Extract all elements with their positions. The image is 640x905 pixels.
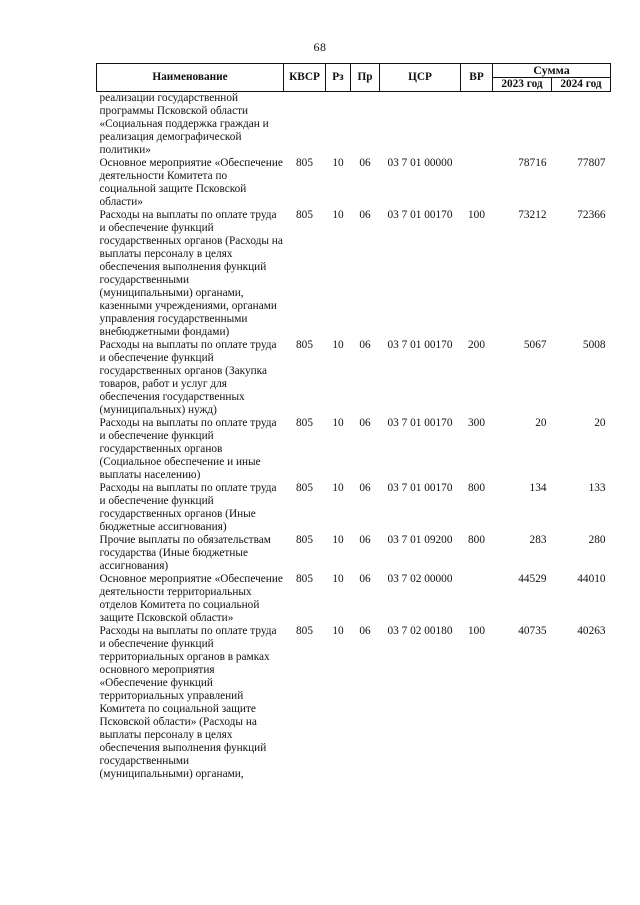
cell-rz: 10 [332,209,344,221]
table-row [97,625,611,781]
cell-kvsr: 805 [296,625,313,637]
cell-csr: 03 7 01 00170 [387,339,453,351]
table-row [97,573,611,625]
cell-vr [461,573,493,625]
cell-sum-2023: 40735 [518,625,547,637]
cell-pr: 06 [359,534,371,546]
cell-rz: 10 [332,157,344,169]
cell-pr: 06 [359,625,371,637]
cell-sum-2024: 44010 [577,573,606,585]
cell-vr: 800 [468,482,485,494]
cell-sum-2023: 20 [535,417,547,429]
cell-sum-2023: 44529 [518,573,547,585]
cell-name: Расходы на выплаты по оплате труда и обеспечение функций государственных органов (Иные бюджетные ассигнования) [99,482,277,533]
cell-csr: 03 7 02 00000 [387,573,453,585]
cell-csr: 03 7 01 00170 [387,482,453,494]
budget-table [96,63,611,781]
cell-name: Основное мероприятие «Обеспечение деятельности территориальных отделов Комитета по социальной защите Псковской области» [99,573,283,624]
table-row [97,209,611,339]
cell-sum-2023 [493,92,552,158]
cell-name: реализации государственной программы Псковской области «Социальная поддержка граждан и реализация демографической политики» [99,92,269,156]
cell-pr: 06 [359,209,371,221]
page-number: 68 [313,40,327,54]
cell-kvsr: 805 [296,534,313,546]
header-vr: ВР [461,64,493,92]
cell-sum-2023: 134 [529,482,547,494]
cell-kvsr: 805 [296,482,313,494]
cell-pr: 06 [359,482,371,494]
table-row [97,482,611,534]
cell-name: Расходы на выплаты по оплате труда и обеспечение функций территориальных органов в рамках основного мероприятия «Обеспечение функций территориальных управлений Комитета по социальной защите Псковской области» (Расходы на выплаты персоналу в целях обеспечения выполнения функций государственными (муниципальными) органами, [99,625,277,780]
table-row [97,417,611,482]
cell-rz [326,92,351,158]
cell-sum-2024: 72366 [577,209,606,221]
cell-sum-2023: 283 [529,534,547,546]
cell-vr: 800 [468,534,485,546]
cell-sum-2024: 77807 [577,157,606,169]
cell-sum-2023: 73212 [518,209,547,221]
cell-pr [351,92,380,158]
header-name: Наименование [97,64,284,92]
header-sum: Сумма [493,64,611,78]
cell-name: Расходы на выплаты по оплате труда и обеспечение функций государственных органов (Закупка товаров, работ и услуг для обеспечения государственных (муниципальных) нужд) [99,339,277,416]
cell-sum-2024: 40263 [577,625,606,637]
cell-rz: 10 [332,482,344,494]
cell-name: Расходы на выплаты по оплате труда и обеспечение функций государственных органов (Расходы на выплаты персоналу в целях обеспечения выполнения функций государственными (муниципальными) органами, казенными учреждениями, органами управления государственными внебюджетными фондами) [99,209,283,338]
cell-sum-2023: 78716 [518,157,547,169]
header-kvsr: КВСР [284,64,326,92]
cell-csr: 03 7 01 00170 [387,417,453,429]
cell-vr: 100 [468,209,485,221]
cell-sum-2024: 20 [594,417,606,429]
cell-kvsr: 805 [296,417,313,429]
table-row [97,534,611,573]
cell-pr: 06 [359,573,371,585]
header-year-2024: 2024 год [552,78,611,92]
cell-rz: 10 [332,339,344,351]
cell-sum-2024: 280 [588,534,606,546]
cell-rz: 10 [332,573,344,585]
cell-pr: 06 [359,339,371,351]
table-row [97,339,611,417]
cell-sum-2024: 5008 [582,339,606,351]
cell-csr: 03 7 01 00170 [387,209,453,221]
cell-kvsr: 805 [296,339,313,351]
cell-kvsr: 805 [296,209,313,221]
cell-kvsr: 805 [296,157,313,169]
table-row [97,92,611,158]
cell-pr: 06 [359,417,371,429]
cell-name: Прочие выплаты по обязательствам государства (Иные бюджетные ассигнования) [99,534,271,572]
cell-kvsr [284,92,326,158]
cell-name: Расходы на выплаты по оплате труда и обеспечение функций государственных органов (Социальное обеспечение и иные выплаты населению) [99,417,277,481]
cell-sum-2024: 133 [588,482,606,494]
header-pr: Пр [351,64,380,92]
cell-vr: 200 [468,339,485,351]
cell-vr [461,157,493,209]
cell-rz: 10 [332,625,344,637]
cell-vr: 300 [468,417,485,429]
table-header [97,64,611,92]
header-year-2023: 2023 год [493,78,552,92]
cell-rz: 10 [332,534,344,546]
cell-sum-2023: 5067 [523,339,547,351]
cell-csr [380,92,461,158]
cell-vr [461,92,493,158]
cell-csr: 03 7 01 00000 [387,157,453,169]
table-row [97,157,611,209]
cell-name: Основное мероприятие «Обеспечение деятельности Комитета по социальной защите Псковской области» [99,157,283,208]
header-rz: Рз [326,64,351,92]
cell-kvsr: 805 [296,573,313,585]
cell-rz: 10 [332,417,344,429]
table-body [97,92,611,782]
cell-csr: 03 7 01 09200 [387,534,453,546]
cell-sum-2024 [552,92,611,158]
cell-pr: 06 [359,157,371,169]
cell-vr: 100 [468,625,485,637]
cell-csr: 03 7 02 00180 [387,625,453,637]
header-csr: ЦСР [380,64,461,92]
